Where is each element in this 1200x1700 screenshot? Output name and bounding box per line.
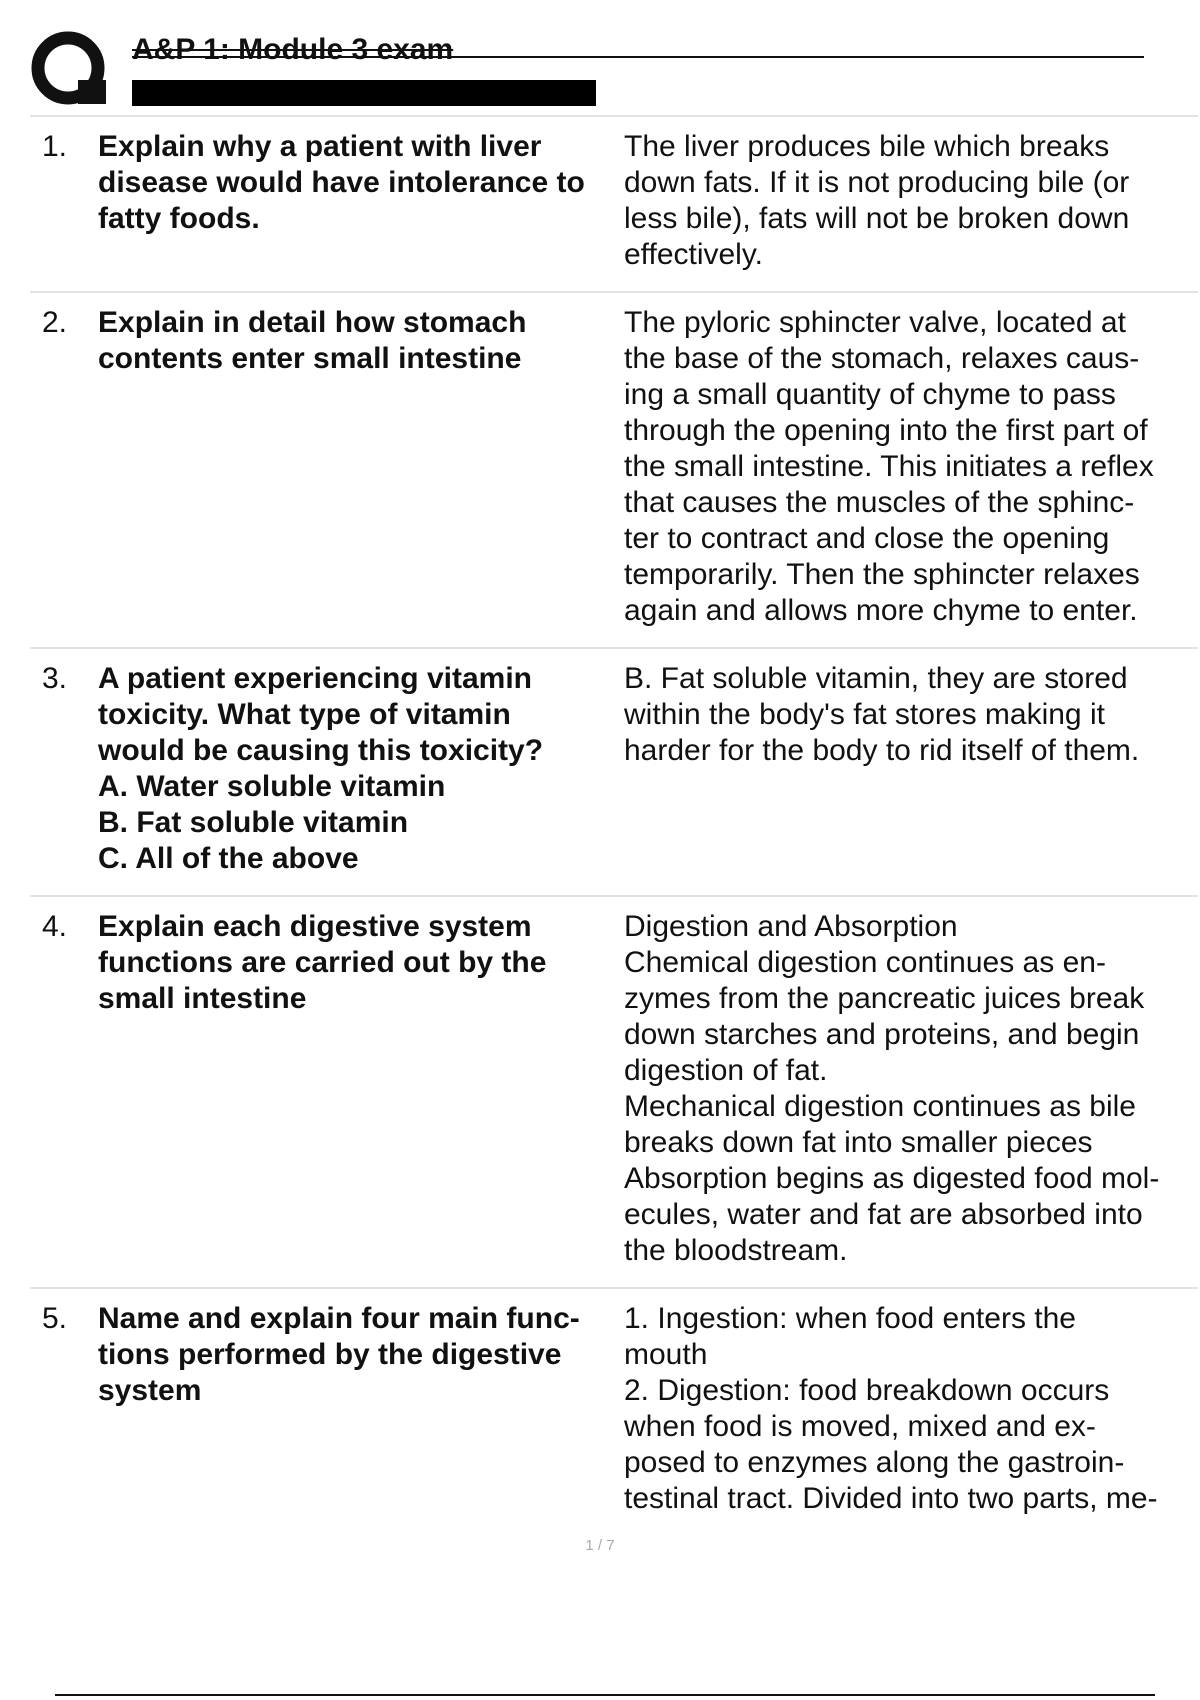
answer-line: testinal tract. Divided into two parts, me- [624,1482,1158,1515]
question-text [98,661,624,877]
answer-line: breaks down fat into smaller pieces [624,1126,1093,1159]
answer-text [624,129,1198,273]
answer-line: effectively. [624,238,763,271]
answer-text [624,305,1198,629]
answer-line: that causes the muscles of the sphinc- [624,486,1135,519]
answer-line: posed to enzymes along the gastroin- [624,1446,1125,1479]
question-line: Explain in detail how stomach [98,306,527,339]
answer-line: B. Fat soluble vitamin, they are stored [624,662,1128,695]
footer-divider [55,1694,1155,1696]
question-row [30,1287,1198,1535]
question-line: toxicity. What type of vitamin [98,698,511,731]
question-line: small intestine [98,982,307,1015]
question-line: disease would have intolerance to [98,166,585,199]
question-line: A patient experiencing vitamin [98,662,532,695]
question-line: A. Water soluble vitamin [98,770,446,803]
answer-line: the bloodstream. [624,1234,848,1267]
question-text [98,1301,624,1517]
question-line: Explain why a patient with liver [98,130,542,163]
question-number: 2. [42,306,68,339]
answer-line: 1. Ingestion: when food enters the [624,1302,1076,1335]
answer-line: when food is moved, mixed and ex- [624,1410,1096,1443]
answer-line: The liver produces bile which breaks [624,130,1110,163]
question-row [30,115,1198,291]
question-row [30,895,1198,1287]
answer-line: Digestion and Absorption [624,910,958,943]
answer-text [624,909,1198,1269]
question-line: B. Fat soluble vitamin [98,806,409,839]
question-number: 1. [42,130,68,163]
answer-line: The pyloric sphincter valve, located at [624,306,1126,339]
answer-line: digestion of fat. [624,1054,828,1087]
answer-line: the base of the stomach, relaxes caus- [624,342,1140,375]
document-title: A&P 1: Module 3 exam [132,33,454,66]
answer-line: mouth [624,1338,708,1371]
question-line: Name and explain four main func- [98,1302,580,1335]
answer-line: down starches and proteins, and begin [624,1018,1140,1051]
question-line: would be causing this toxicity? [98,734,544,767]
answer-line: through the opening into the first part of [624,414,1148,447]
question-line: tions performed by the digestive [98,1338,562,1371]
answer-line: 2. Digestion: food breakdown occurs [624,1374,1110,1407]
answer-line: ecules, water and fat are absorbed into [624,1198,1143,1231]
question-row [30,647,1198,895]
answer-line: Mechanical digestion continues as bile [624,1090,1136,1123]
header-divider [132,56,1144,58]
answer-line: within the body's fat stores making it [624,698,1105,731]
answer-line: zymes from the pancreatic juices break [624,982,1145,1015]
question-line: contents enter small intestine [98,342,522,375]
question-line: C. All of the above [98,842,359,875]
question-text [98,909,624,1269]
page-indicator: 1 / 7 [585,1537,615,1554]
answer-line: temporarily. Then the sphincter relaxes [624,558,1140,591]
redacted-name-bar [132,80,596,106]
answer-line: Chemical digestion continues as en- [624,946,1106,979]
answer-line: harder for the body to rid itself of them. [624,734,1140,767]
question-line: fatty foods. [98,202,260,235]
question-line: system [98,1374,202,1407]
question-row [30,291,1198,647]
question-number: 5. [42,1302,68,1335]
answer-line: ter to contract and close the opening [624,522,1110,555]
answer-line: again and allows more chyme to enter. [624,594,1138,627]
question-number: 4. [42,910,68,943]
question-line: functions are carried out by the [98,946,547,979]
question-text [98,305,624,629]
q-logo-icon [30,30,112,112]
question-number: 3. [42,662,68,695]
question-line: Explain each digestive system [98,910,532,943]
answer-line: Absorption begins as digested food mol- [624,1162,1160,1195]
answer-line: down fats. If it is not producing bile (or [624,166,1130,199]
answer-text [624,661,1198,877]
answer-text [624,1301,1198,1517]
answer-line: the small intestine. This initiates a reflex [624,450,1154,483]
qa-table [30,115,1198,1535]
answer-line: ing a small quantity of chyme to pass [624,378,1116,411]
answer-line: less bile), fats will not be broken down [624,202,1130,235]
question-text [98,129,624,273]
